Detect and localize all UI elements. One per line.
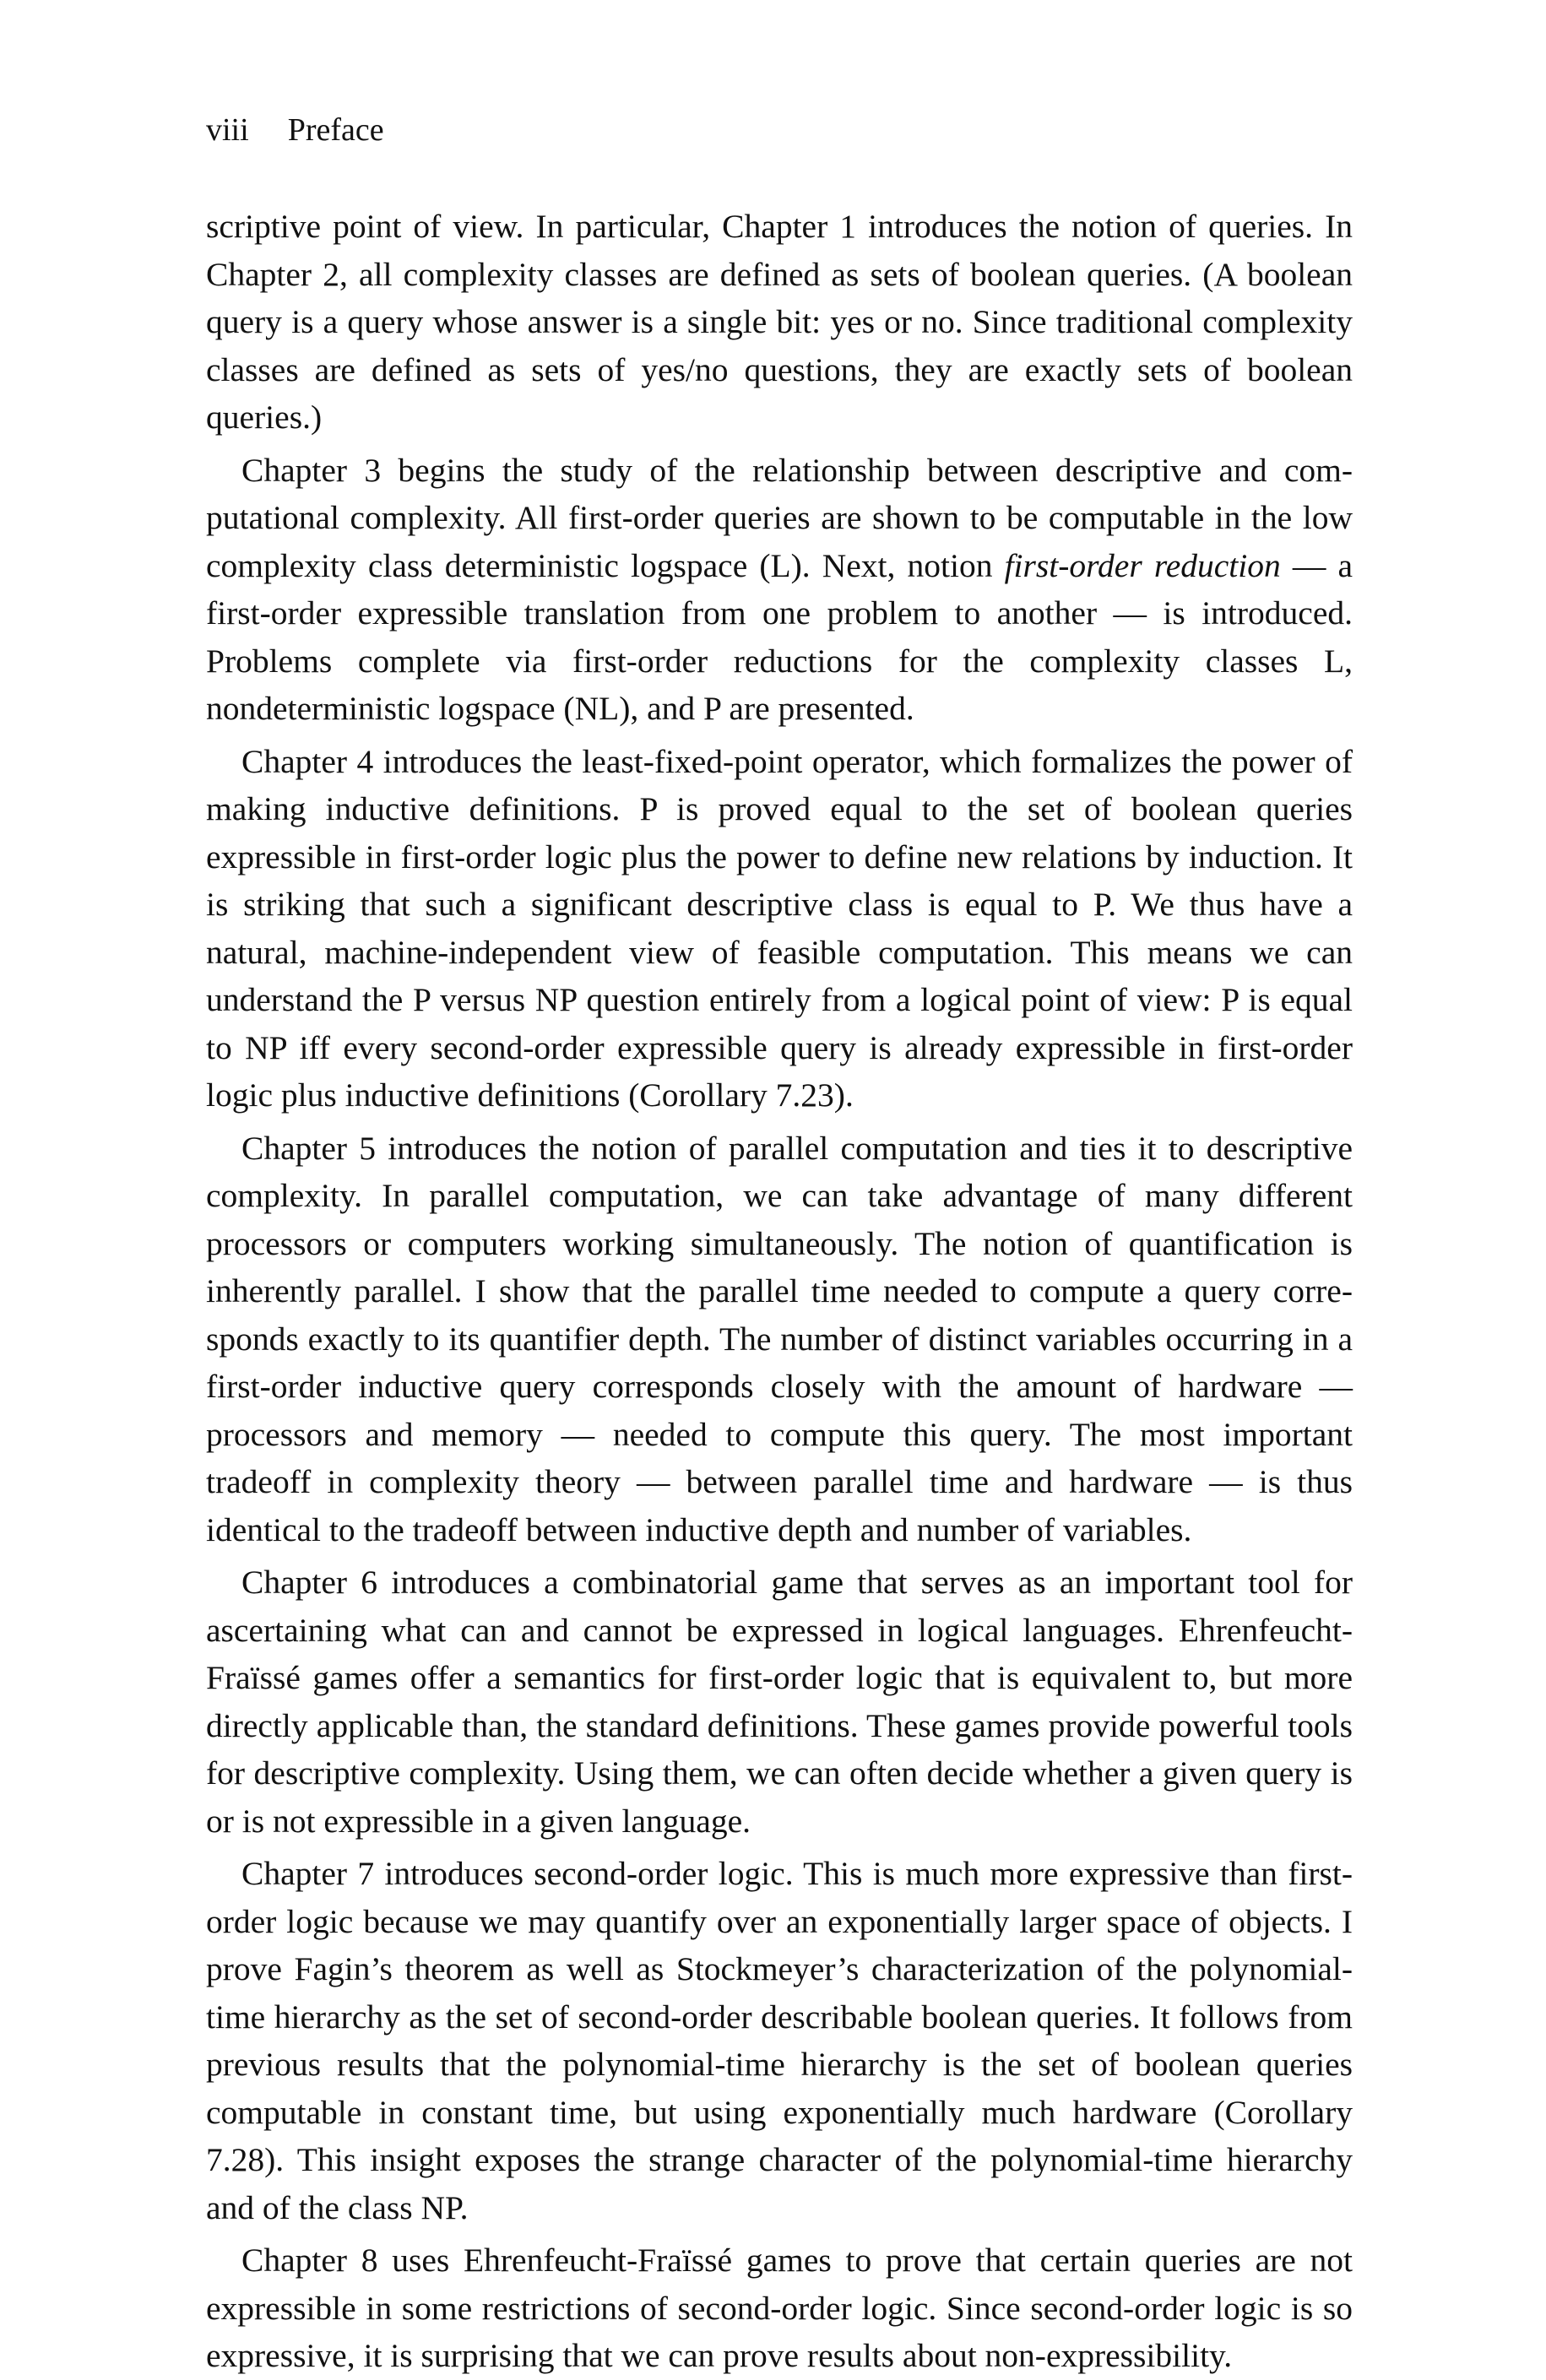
running-header (206, 111, 384, 149)
paragraph-chapter-3 (206, 447, 1353, 733)
page-number: viii (206, 112, 249, 148)
paragraph-text: Chapter 3 begins the study of the relationship between descriptive and computational complexity. All first-order queries are shown to be computable in the low complexity class deterministic logspace (L). Next, notion (206, 451, 1353, 584)
body-text (206, 203, 1353, 2380)
paragraph-chapter-8: Chapter 8 uses Ehrenfeucht-Fraïssé games to prove that certain queries are not expressible in some restrictions of second-order logic. Since second-order logic is so expressive, it is surprising that we can prove results about non-expressibility. (206, 2242, 1353, 2374)
paragraph-chapter-6: Chapter 6 introduces a combinatorial game that serves as an important tool for ascertaining what can and cannot be expressed in logical languages. Ehrenfeucht-Fraïssé games offer a semantics for first-order logic that is equivalent to, but more directly applicable than, the standard definitions. These games provide powerful tools for descriptive complexity. Using them, we can often decide whether a given query is or is not expressible in a given language. (206, 1564, 1353, 1840)
paragraph-chapter-4: Chapter 4 introduces the least-fixed-point operator, which formalizes the power of making inductive definitions. P is proved equal to the set of boolean queries expressible in first-order logic plus the power to define new relations by induction. It is striking that such a significant descriptive class is equal to P. We thus have a natural, machine-independent view of feasible computation. This means we can understand the P versus NP question entirely from a logical point of view: P is equal to NP iff every second-order expressible query is already expressible in first-order logic plus inductive definitions (Corollary 7.23). (206, 742, 1353, 1114)
emphasis-term: first-order reduction (1004, 546, 1281, 584)
paragraph-chapter-5: Chapter 5 introduces the notion of parallel computation and ties it to descriptive complexity. In parallel computation, we can take advantage of many different processors or computers working simultaneously. The notion of quantification is inherently parallel. I show that the parallel time needed to compute a query corresponds exactly to its quantifier depth. The number of distinct variables occurring in a first-order inductive query corresponds closely with the amount of hardware — processors and memory — needed to compute this query. The most important tradeoff in complexity theory — between parallel time and hardware — is thus identical to the tradeoff between inductive depth and number of variables. (206, 1129, 1353, 1548)
running-title: Preface (287, 112, 384, 148)
paragraph-chapter-7: Chapter 7 introduces second-order logic. This is much more expressive than first-order logic because we may quantify over an exponentially larger space of objects. I prove Fagin’s theorem as well as Stockmeyer’s characterization of the polynomial-time hierarchy as the set of second-order describable boolean queries. It follows from previous results that the polynomial-time hierarchy is the set of boolean queries computable in constant time, but using exponentially much hardware (Corollary 7.28). This insight exposes the strange character of the polynomial-time hierarchy and of the class NP. (206, 1855, 1353, 2226)
paragraph-text: — a first-order expressible translation from one problem to another — is introduced. Problems complete via first-order reductions for the complexity classes L, nondeterministic logspace (NL), and P are presented. (206, 546, 1353, 727)
paragraph-continued: scriptive point of view. In particular, Chapter 1 introduces the notion of queries. In Chapter 2, all complexity classes are defined as sets of boolean queries. (A boolean query is a query whose answer is a single bit: yes or no. Since traditional complexity classes are defined as sets of yes/no questions, they are exactly sets of boolean queries.) (206, 208, 1353, 436)
